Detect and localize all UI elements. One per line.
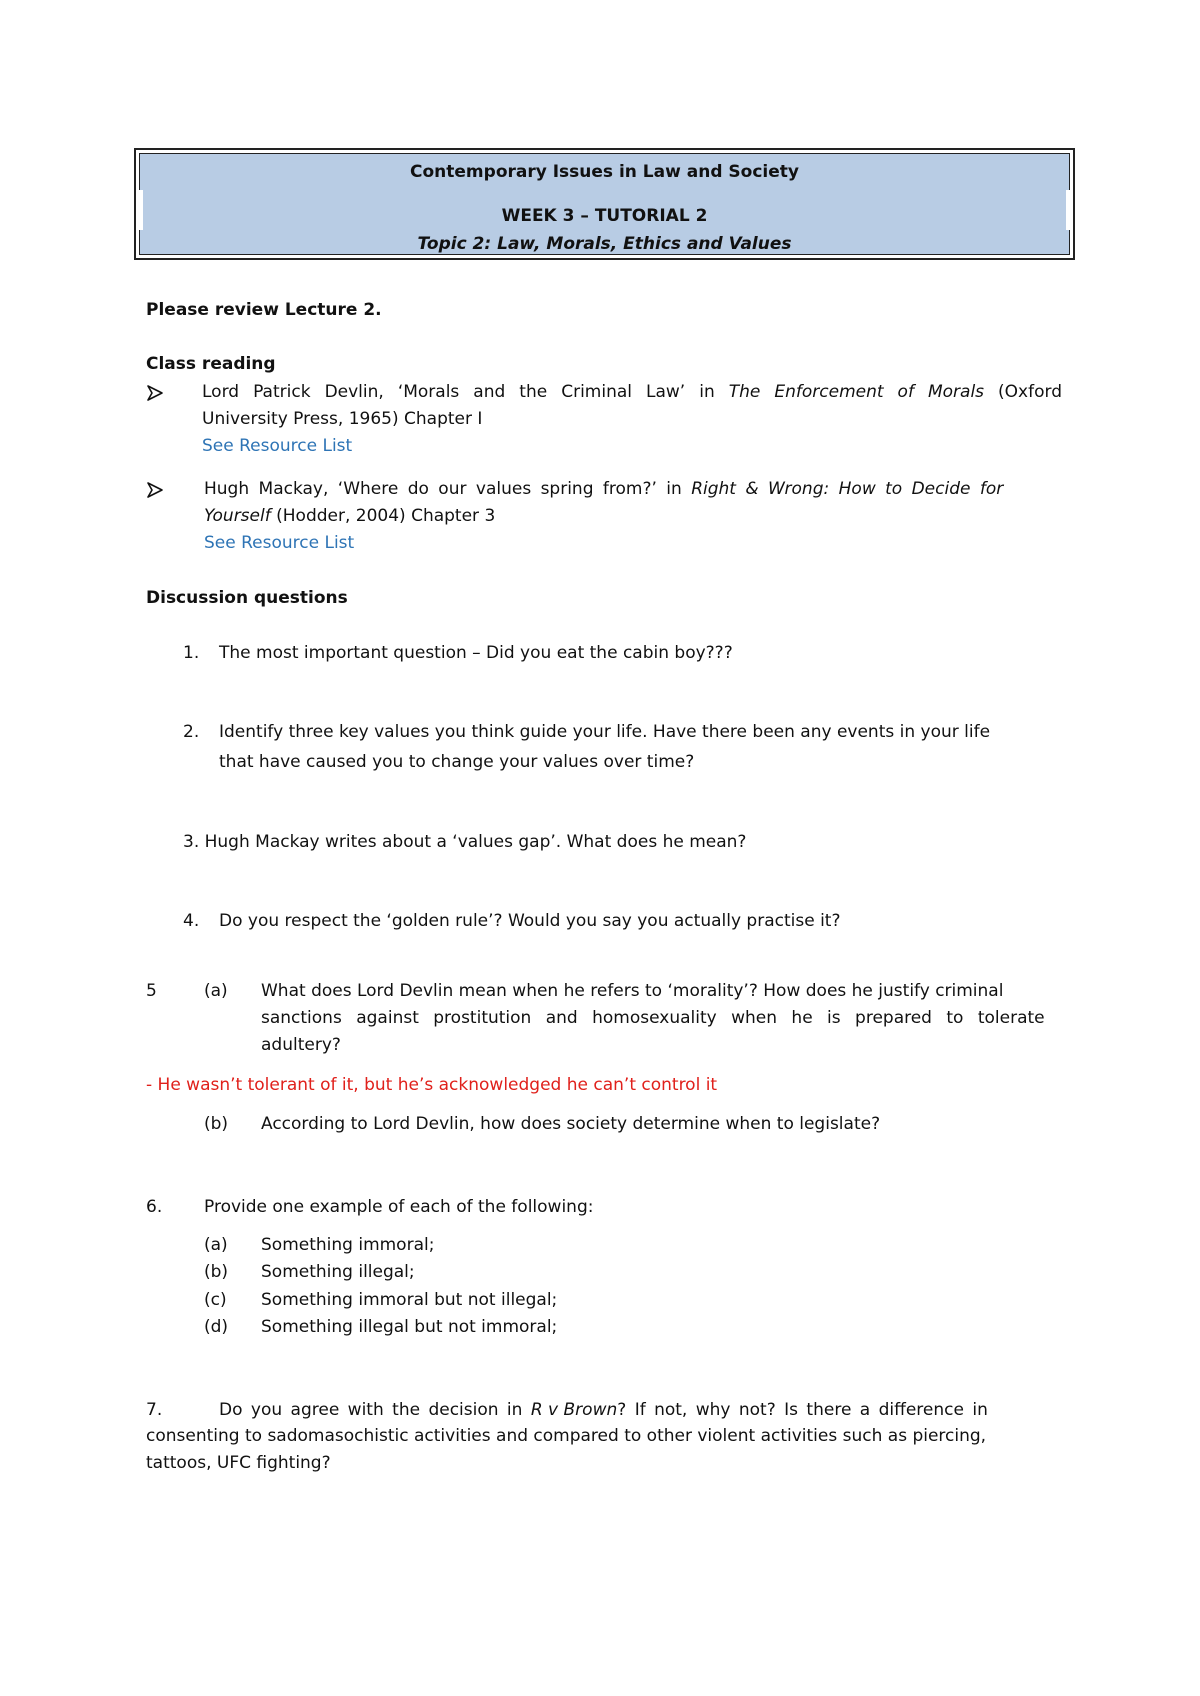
question-5a-label: (a) — [204, 981, 228, 1001]
question-6-text: Provide one example of each of the following: — [204, 1197, 594, 1217]
review-instruction: Please review Lecture 2. — [146, 300, 382, 320]
question-3-text: 3. Hugh Mackay writes about a ‘values gap’. What does he mean? — [183, 832, 747, 852]
week-title: WEEK 3 – TUTORIAL 2 — [501, 206, 708, 226]
arrowhead-bullet-icon — [146, 481, 164, 499]
reading-2-resource-link[interactable]: See Resource List — [204, 533, 355, 553]
reading-1-book-title: The Enforcement of Morals — [728, 382, 985, 402]
question-6-item-text: Something immoral; — [261, 1235, 435, 1255]
question-6-item-label: (d) — [204, 1317, 229, 1337]
header-box-fill — [139, 153, 1070, 255]
reading-1-resource-link[interactable]: See Resource List — [202, 436, 353, 456]
question-7-line-2: consenting to sadomasochistic activities and compared to other violent activities such as piercing, — [146, 1426, 987, 1446]
reading-2-line-2: Yourself (Hodder, 2004) Chapter 3 — [204, 506, 496, 526]
question-1-number: 1. — [183, 643, 200, 663]
reading-2-line-1: Hugh Mackay, ‘Where do our values spring from?’ in Right & Wrong: How to Decide for — [204, 479, 1004, 499]
question-2-line-1: Identify three key values you think guide your life. Have there been any events in your life — [219, 722, 991, 742]
question-4-number: 4. — [183, 911, 200, 931]
question-7-line-1: Do you agree with the decision in R v Brown? If not, why not? Is there a difference in — [219, 1400, 988, 1420]
question-4-text: Do you respect the ‘golden rule’? Would you say you actually practise it? — [219, 911, 841, 931]
question-2-number: 2. — [183, 722, 200, 742]
question-7-line-3: tattoos, UFC fighting? — [146, 1453, 331, 1473]
question-6-item-label: (c) — [204, 1290, 227, 1310]
answer-note: - He wasn’t tolerant of it, but he’s acknowledged he can’t control it — [146, 1075, 718, 1095]
question-1-text: The most important question – Did you eat the cabin boy??? — [219, 643, 733, 663]
question-5a-line-3: adultery? — [261, 1035, 341, 1055]
case-name: R v Brown — [530, 1400, 618, 1420]
question-5a-line-1: What does Lord Devlin mean when he refers to ‘morality’? How does he justify criminal — [261, 981, 1004, 1001]
question-5b-label: (b) — [204, 1114, 229, 1134]
reading-1-line-1: Lord Patrick Devlin, ‘Morals and the Criminal Law’ in The Enforcement of Morals (Oxford — [202, 382, 1062, 402]
question-6-item-text: Something illegal; — [261, 1262, 415, 1282]
discussion-heading: Discussion questions — [146, 588, 348, 608]
question-2-line-2: that have caused you to change your values over time? — [219, 752, 695, 772]
header-box — [134, 148, 1075, 260]
arrowhead-bullet-icon — [146, 384, 164, 402]
course-title: Contemporary Issues in Law and Society — [410, 162, 799, 182]
question-5b-text: According to Lord Devlin, how does society determine when to legislate? — [261, 1114, 881, 1134]
question-6-item-text: Something immoral but not illegal; — [261, 1290, 558, 1310]
topic-title: Topic 2: Law, Morals, Ethics and Values — [417, 234, 792, 254]
question-6-item-text: Something illegal but not immoral; — [261, 1317, 558, 1337]
reading-2-book-title: Right & Wrong: How to Decide for — [691, 479, 1004, 499]
question-7-number: 7. — [146, 1400, 163, 1420]
question-6-number: 6. — [146, 1197, 163, 1217]
reading-1-line-2: University Press, 1965) Chapter I — [202, 409, 483, 429]
class-reading-heading: Class reading — [146, 354, 276, 374]
question-6-item-label: (b) — [204, 1262, 229, 1282]
question-5-number: 5 — [146, 981, 157, 1001]
question-6-item-label: (a) — [204, 1235, 228, 1255]
question-5a-line-2: sanctions against prostitution and homosexuality when he is prepared to tolerate — [261, 1008, 1045, 1028]
